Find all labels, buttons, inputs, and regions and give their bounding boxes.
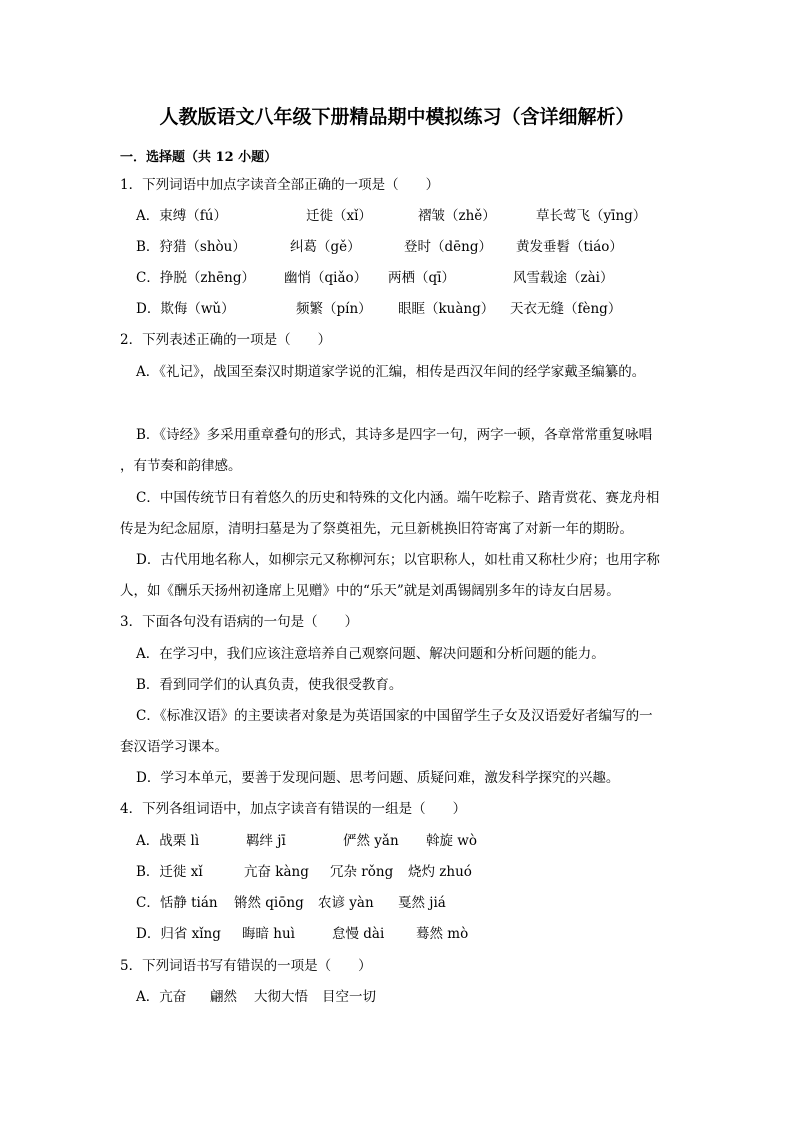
question-2-option-b-line-2: ，有节奏和韵律感。: [120, 458, 242, 474]
question-3-option-c-line-1[interactable]: C．《标准汉语》的主要读者对象是为英语国家的中国留学生子女及汉语爱好者编写的一: [136, 708, 653, 724]
question-5-stem: 5．下列词语书写有错误的一项是（ ）: [120, 958, 372, 974]
question-3-stem: 3．下面各句没有语病的一句是（ ）: [120, 614, 359, 630]
q1-a-item-3: 褶皱（zhě）: [418, 208, 496, 224]
question-4-stem: 4．下列各组词语中，加点字读音有错误的一组是（ ）: [120, 801, 467, 817]
q4-b-item-2: 亢奋 kàng: [244, 864, 309, 880]
question-1-stem: 1．下列词语中加点字读音全部正确的一项是（ ）: [120, 177, 440, 193]
question-2-option-a[interactable]: A．《礼记》，战国至秦汉时期道家学说的汇编，相传是西汉年间的经学家戴圣编纂的。: [136, 364, 646, 380]
question-2-option-c-line-1[interactable]: C．中国传统节日有着悠久的历史和特殊的文化内涵。端午吃粽子、踏青赏花、赛龙舟相: [136, 490, 660, 506]
q1-c-item-4: 风雪载途（zài）: [513, 270, 614, 286]
q4-a-item-1: A．战栗 lì: [136, 833, 200, 849]
q1-b-item-3: 登时（dēng）: [404, 239, 492, 255]
q4-c-item-4: 戛然 jiá: [398, 895, 446, 911]
q1-b-item-2: 纠葛（gě）: [290, 239, 361, 255]
q4-a-item-3: 俨然 yǎn: [343, 833, 399, 849]
q4-c-item-1: C．恬静 tián: [136, 895, 218, 911]
section-heading: 一．选择题（共 12 小题）: [120, 150, 278, 165]
q1-d-item-2: 频繁（pín）: [296, 301, 372, 317]
question-2-stem: 2．下列表述正确的一项是（ ）: [120, 332, 332, 348]
question-3-option-b[interactable]: B．看到同学们的认真负责，使我很受教育。: [136, 677, 403, 693]
q1-b-item-1: B．狩猎（shòu）: [136, 239, 246, 255]
q4-d-item-1: D．归省 xǐng: [136, 926, 221, 942]
q1-b-item-4: 黄发垂髫（tiáo）: [516, 239, 623, 255]
q4-b-item-3: 冗杂 rǒng: [330, 864, 394, 880]
document-title: 人教版语文八年级下册精品期中模拟练习（含详细解析）: [159, 106, 635, 128]
q4-c-item-3: 农谚 yàn: [318, 895, 374, 911]
q1-c-item-3: 两栖（qī）: [388, 270, 455, 286]
q4-a-item-2: 羁绊 jī: [246, 833, 286, 849]
q1-d-item-3: 眼眶（kuàng）: [398, 301, 495, 317]
q5-a-item-2: 翩然: [210, 989, 237, 1005]
q4-c-item-2: 锵然 qiōng: [234, 895, 304, 911]
q1-a-item-1: A．束缚（fú）: [136, 208, 227, 224]
question-3-option-a[interactable]: A．在学习中，我们应该注意培养自己观察问题、解决问题和分析问题的能力。: [136, 646, 605, 662]
q4-a-item-4: 斡旋 wò: [426, 833, 477, 849]
q5-a-item-3: 大彻大悟: [254, 989, 308, 1005]
q1-a-item-2: 迁徙（xǐ）: [306, 208, 372, 224]
question-2-option-c-line-2: 传是为纪念屈原，清明扫墓是为了祭奠祖先，元旦新桃换旧符寄寓了对新一年的期盼。: [120, 521, 633, 537]
q4-b-item-1: B．迁徙 xǐ: [136, 864, 203, 880]
question-3-option-c-line-2: 套汉语学习课本。: [120, 739, 228, 755]
q1-d-item-1: D．欺侮（wǔ）: [136, 301, 235, 317]
question-3-option-d[interactable]: D．学习本单元，要善于发现问题、思考问题、质疑问难，激发科学探究的兴趣。: [136, 770, 620, 786]
q1-c-item-1: C．挣脱（zhēng）: [136, 270, 255, 286]
q1-d-item-4: 天衣无缝（fèng）: [510, 301, 622, 317]
q1-a-item-4: 草长莺飞（yīng）: [536, 208, 647, 224]
q4-d-item-4: 蓦然 mò: [416, 926, 469, 942]
question-2-option-b-line-1[interactable]: B．《诗经》多采用重章叠句的形式，其诗多是四字一句，两字一顿，各章常常重复咏唱: [136, 427, 653, 443]
question-2-option-d-line-2: 人，如《酬乐天扬州初逢席上见赠》中的“乐天”就是刘禹锡阔别多年的诗友白居易。: [120, 583, 620, 599]
q4-d-item-2: 晦暗 huì: [242, 926, 295, 942]
q5-a-item-4: 目空一切: [322, 989, 376, 1005]
q5-a-item-1: A．亢奋: [136, 989, 187, 1005]
q1-c-item-2: 幽悄（qiǎo）: [284, 270, 368, 286]
question-2-option-d-line-1[interactable]: D．古代用地名称人，如柳宗元又称柳河东；以官职称人，如杜甫又称杜少府；也用字称: [136, 552, 660, 568]
q4-d-item-3: 怠慢 dài: [332, 926, 385, 942]
q4-b-item-4: 烧灼 zhuó: [408, 864, 472, 880]
